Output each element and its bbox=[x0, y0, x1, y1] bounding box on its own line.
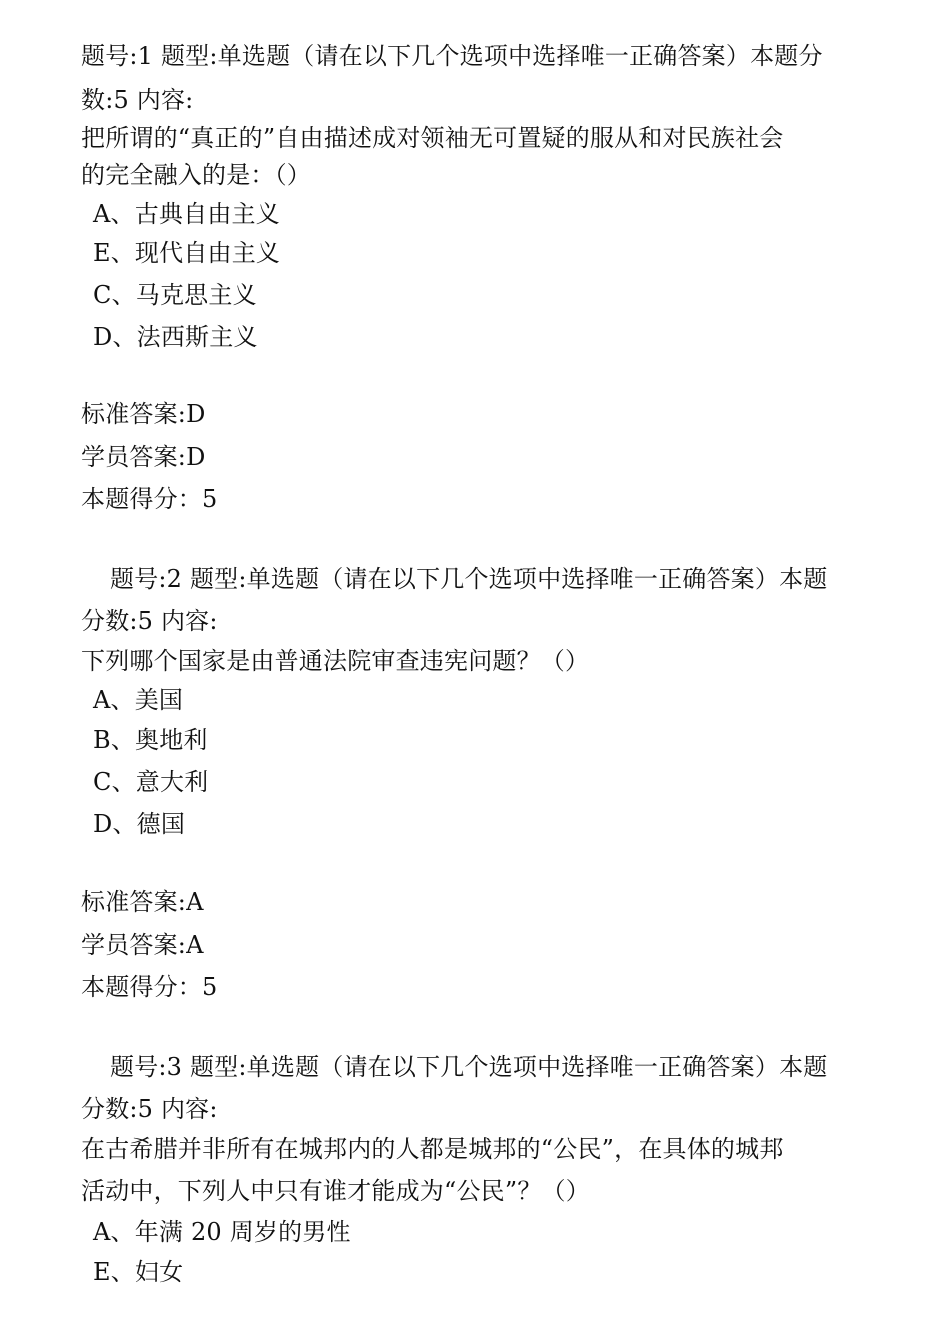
question-1-option-c: C、马克思主义 bbox=[93, 281, 257, 309]
question-2-student-answer: 学员答案:A bbox=[81, 931, 204, 959]
question-1-option-e: E、现代自由主义 bbox=[93, 239, 281, 267]
question-3-option-a: A、年满 20 周岁的男性 bbox=[93, 1218, 351, 1246]
question-1-option-a: A、古典自由主义 bbox=[93, 200, 280, 228]
question-3-option-e: E、妇女 bbox=[93, 1258, 184, 1286]
question-1-stem: 把所谓的“真正的”自由描述成对领袖无可置疑的服从和对民族社会 bbox=[81, 124, 784, 152]
question-2-standard-answer: 标准答案:A bbox=[81, 888, 204, 916]
question-2-option-b: B、奥地利 bbox=[93, 726, 208, 754]
question-1-stem-cont: 的完全融入的是：（） bbox=[81, 161, 311, 189]
question-1-header: 题号:1 题型:单选题（请在以下几个选项中选择唯一正确答案）本题分 bbox=[81, 42, 823, 70]
question-1-header-cont: 数:5 内容: bbox=[81, 86, 194, 114]
question-3-header-cont: 分数:5 内容: bbox=[81, 1095, 218, 1123]
question-1-score: 本题得分：5 bbox=[81, 485, 218, 513]
question-3-stem-cont: 活动中，下列人中只有谁才能成为“公民”？（） bbox=[81, 1177, 590, 1205]
question-1-standard-answer: 标准答案:D bbox=[81, 400, 206, 428]
question-2-stem: 下列哪个国家是由普通法院审查违宪问题？（） bbox=[81, 647, 590, 675]
question-1-student-answer: 学员答案:D bbox=[81, 443, 206, 471]
question-2-score: 本题得分：5 bbox=[81, 973, 218, 1001]
question-3-stem: 在古希腊并非所有在城邦内的人都是城邦的“公民”，在具体的城邦 bbox=[81, 1135, 784, 1163]
question-2-option-d: D、德国 bbox=[93, 810, 186, 838]
question-3-header: 题号:3 题型:单选题（请在以下几个选项中选择唯一正确答案）本题 bbox=[110, 1053, 828, 1081]
question-2-option-a: A、美国 bbox=[93, 686, 184, 714]
question-2-header: 题号:2 题型:单选题（请在以下几个选项中选择唯一正确答案）本题 bbox=[110, 565, 828, 593]
question-1-option-d: D、法西斯主义 bbox=[93, 323, 258, 351]
question-2-option-c: C、意大利 bbox=[93, 768, 209, 796]
question-2-header-cont: 分数:5 内容: bbox=[81, 607, 218, 635]
